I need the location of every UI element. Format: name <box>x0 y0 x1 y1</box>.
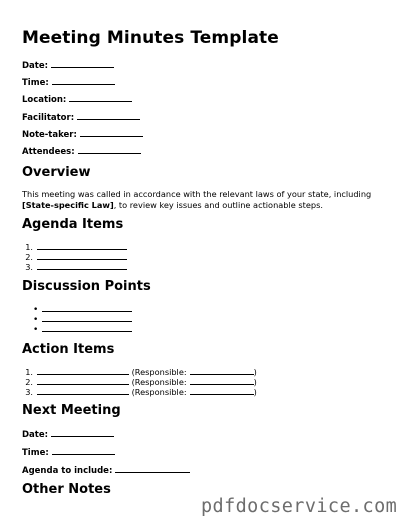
agenda-blank <box>37 251 127 260</box>
responsible-blank <box>190 376 254 385</box>
bullet-icon: • <box>33 325 39 335</box>
responsible-label: (Responsible: <box>131 387 187 397</box>
location-blank <box>69 93 132 102</box>
action-item: 2. (Responsible: ) <box>25 377 257 387</box>
agenda-heading: Agenda Items <box>22 217 124 232</box>
discussion-heading: Discussion Points <box>22 279 151 294</box>
bullet-icon: • <box>33 315 39 325</box>
time-label: Time: <box>22 78 49 88</box>
agenda-blank <box>37 261 127 270</box>
date-blank <box>51 59 114 68</box>
bullet-icon: • <box>33 305 39 315</box>
other-notes-heading: Other Notes <box>22 482 111 497</box>
note-taker-label: Note-taker: <box>22 130 77 140</box>
action-item: 1. (Responsible: ) <box>25 367 257 377</box>
location-label: Location: <box>22 95 67 105</box>
discussion-point <box>33 313 132 323</box>
facilitator-blank <box>77 111 140 120</box>
overview-text-start: This meeting was called in accordance with the relevant laws of your state, including <box>22 189 372 199</box>
discussion-point <box>33 323 132 333</box>
facilitator-label: Facilitator: <box>22 113 75 123</box>
agenda-item: 1. <box>22 241 127 251</box>
date-field <box>22 59 114 70</box>
overview-heading: Overview <box>22 165 91 180</box>
next-date-label: Date: <box>22 430 49 440</box>
next-date-field <box>22 428 114 439</box>
note-taker-blank <box>80 128 143 137</box>
facilitator-field <box>22 111 140 122</box>
action-blank <box>37 366 129 375</box>
next-time-blank <box>52 446 115 455</box>
watermark-logo: pdfdocservice.com <box>201 496 398 517</box>
next-agenda-label: Agenda to include: <box>22 466 113 476</box>
action-item: 3. (Responsible: ) <box>25 387 257 397</box>
attendees-label: Attendees: <box>22 147 75 157</box>
attendees-blank <box>78 145 141 154</box>
date-label: Date: <box>22 61 49 71</box>
discussion-blank <box>42 313 132 322</box>
page-title: Meeting Minutes Template <box>22 28 279 48</box>
discussion-point <box>33 303 132 313</box>
next-time-label: Time: <box>22 448 49 458</box>
next-meeting-heading: Next Meeting <box>22 403 121 418</box>
next-time-field <box>22 446 115 457</box>
responsible-label: (Responsible: <box>131 377 187 387</box>
action-blank <box>37 376 129 385</box>
next-date-blank <box>51 428 114 437</box>
action-blank <box>37 386 129 395</box>
responsible-blank <box>190 386 254 395</box>
agenda-blank <box>37 241 127 250</box>
next-agenda-blank <box>115 464 190 473</box>
time-blank <box>52 76 115 85</box>
agenda-item: 3. <box>22 261 127 271</box>
action-heading: Action Items <box>22 342 115 357</box>
state-law-placeholder: [State-specific Law] <box>22 199 114 210</box>
discussion-blank <box>42 303 132 312</box>
responsible-blank <box>190 366 254 375</box>
responsible-label: (Responsible: <box>131 367 187 377</box>
location-field <box>22 93 132 104</box>
agenda-item: 2. <box>22 251 127 261</box>
time-field <box>22 76 115 87</box>
next-agenda-field <box>22 464 190 475</box>
attendees-field <box>22 145 141 156</box>
discussion-blank <box>42 323 132 332</box>
note-taker-field <box>22 128 143 139</box>
overview-text-end: , to review key issues and outline actionable steps. <box>113 199 323 210</box>
overview-paragraph <box>22 189 382 210</box>
